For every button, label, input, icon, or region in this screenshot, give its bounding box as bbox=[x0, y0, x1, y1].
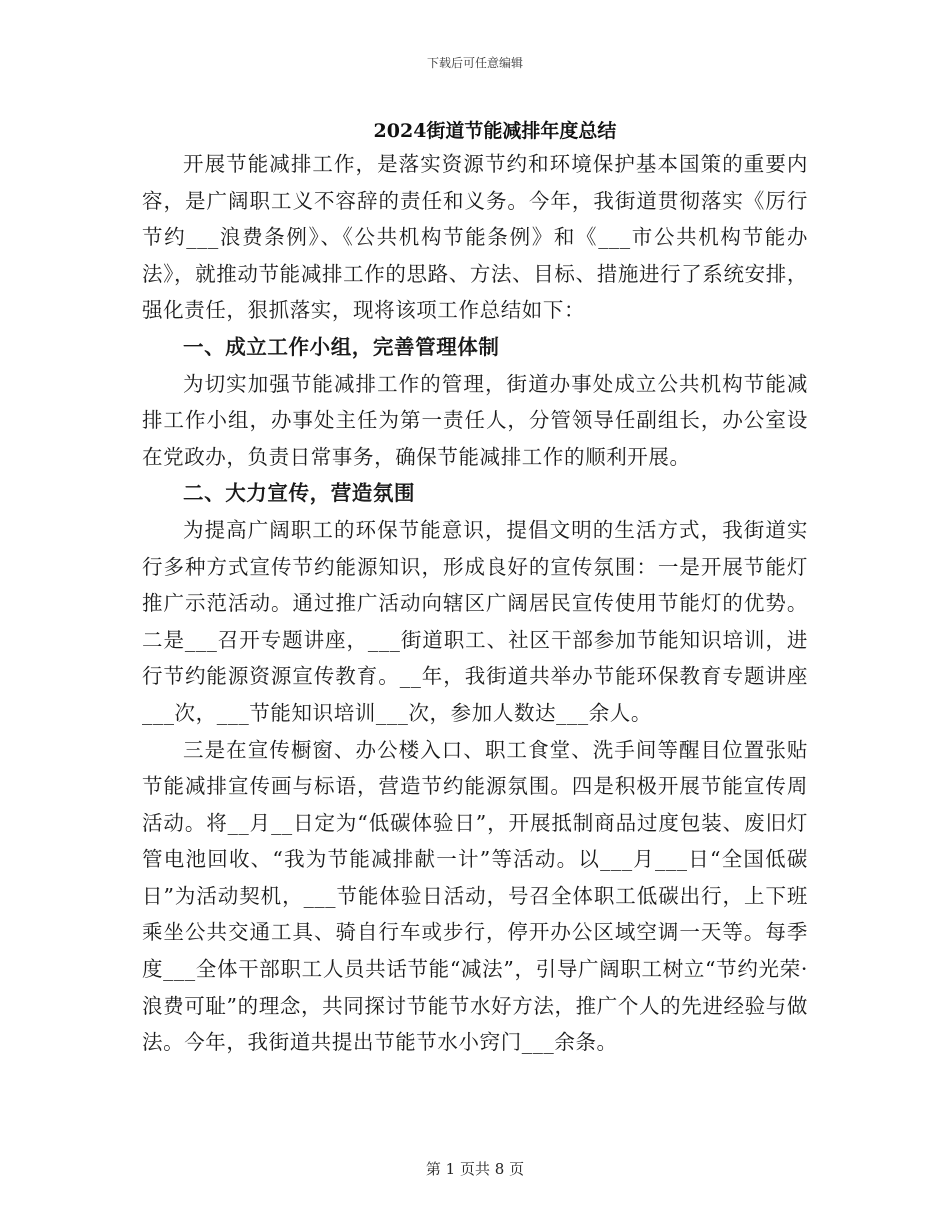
section-2-paragraph-1: 为提高广阔职工的环保节能意识，提倡文明的生活方式，我街道实行多种方式宣传节约能源知识，形成良好的宣传氛围：一是开展节能灯推广示范活动。通过推广活动向辖区广阔居民宣传使用节能灯的优势。二是___召开专题讲座，___街道职工、社区干部参加节能知识培训，进行节约能源资源宣传教育。__年，我街道共举办节能环保教育专题讲座___次，___节能知识培训___次，参加人数达___余人。 bbox=[142, 517, 808, 725]
document-title: 2024街道节能减排年度总结 bbox=[373, 120, 617, 142]
section-1-paragraph: 为切实加强节能减排工作的管理，街道办事处成立公共机构节能减排工作小组，办事处主任为第一责任人，分管领导任副组长，办公室设在党政办，负责日常事务，确保节能减排工作的顺利开展。 bbox=[142, 371, 808, 469]
section-2-paragraph-2: 三是在宣传橱窗、办公楼入口、职工食堂、洗手间等醒目位置张贴节能减排宣传画与标语，营造节约能源氛围。四是积极开展节能宣传周活动。将__月__日定为“低碳体验日”，开展抵制商品过度包装、废旧灯管电池回收、“我为节能减排献一计”等活动。以___月___日“全国低碳日”为活动契机，___节能体验日活动，号召全体职工低碳出行，上下班乘坐公共交通工具、骑自行车或步行，停开办公区域空调一天等。每季度___全体干部职工人员共话节能“减法”，引导广阔职工树立“节约光荣·浪费可耻”的理念，共同探讨节能节水好方法，推广个人的先进经验与做法。今年，我街道共提出节能节水小窍门___余条。 bbox=[142, 737, 808, 1055]
page-footer-page-number: 第 1 页共 8 页 bbox=[425, 1160, 525, 1178]
document-body bbox=[142, 146, 808, 1061]
page-header-note: 下载后可任意编辑 bbox=[426, 56, 523, 70]
section-2-heading: 二、大力宣传，营造氛围 bbox=[183, 481, 416, 506]
intro-paragraph: 开展节能减排工作，是落实资源节约和环境保护基本国策的重要内容，是广阔职工义不容辞的责任和义务。今年，我街道贯彻落实《厉行节约___浪费条例》、《公共机构节能条例》和《___市公共机构节能办法》，就推动节能减排工作的思路、方法、目标、措施进行了系统安排，强化责任，狠抓落实，现将该项工作总结如下： bbox=[142, 152, 808, 323]
section-1-heading: 一、成立工作小组，完善管理体制 bbox=[183, 334, 500, 359]
